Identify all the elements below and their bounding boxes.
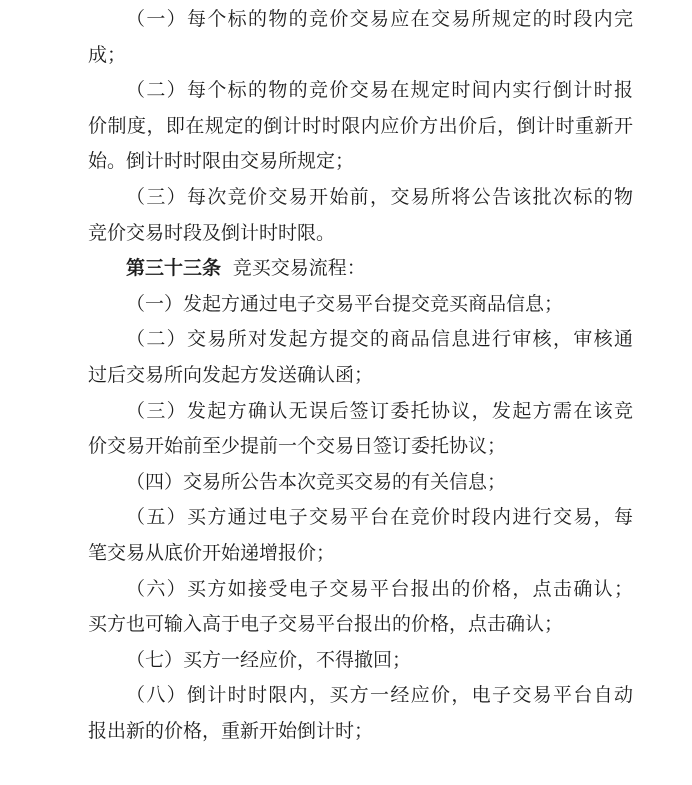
text-line: （一）每个标的物的竞价交易应在交易所规定的时段内完 bbox=[126, 9, 633, 30]
document-body bbox=[88, 2, 633, 749]
text-line: （二）交易所对发起方提交的商品信息进行审核，审核通 bbox=[126, 329, 633, 351]
text-line: （三）发起方确认无误后签订委托协议，发起方需在该竞 bbox=[126, 400, 633, 422]
text-line: （七）买方一经应价，不得撤回； bbox=[126, 649, 412, 671]
article-title: 竞买交易流程： bbox=[232, 258, 366, 280]
text-line: 成； bbox=[88, 44, 127, 66]
text-line: （二）每个标的物的竞价交易在规定时间内实行倒计时报 bbox=[126, 80, 633, 102]
article-heading-line bbox=[88, 251, 633, 287]
text-line: （一）发起方通过电子交易平台提交竞买商品信息； bbox=[126, 293, 564, 315]
article-number: 第三十三条 bbox=[126, 258, 222, 280]
text-line: （八）倒计时时限内，买方一经应价，电子交易平台自动 bbox=[126, 685, 633, 707]
text-line: （四）交易所公告本次竞买交易的有关信息； bbox=[126, 471, 507, 493]
text-line: 始。倒计时时限由交易所规定； bbox=[88, 151, 355, 173]
text-line: 过后交易所向发起方发送确认函； bbox=[88, 364, 374, 386]
text-line: 报出新的价格，重新开始倒计时； bbox=[88, 720, 374, 742]
text-line: （五）买方通过电子交易平台在竞价时段内进行交易，每 bbox=[126, 507, 633, 529]
text-line: （六）买方如接受电子交易平台报出的价格，点击确认； bbox=[126, 578, 633, 600]
text-line: 竞价交易时段及倒计时时限。 bbox=[88, 222, 336, 244]
text-line: （三）每次竞价交易开始前，交易所将公告该批次标的物 bbox=[126, 186, 633, 208]
text-line: 价交易开始前至少提前一个交易日签订委托协议； bbox=[88, 436, 507, 458]
text-line: 笔交易从底价开始递增报价； bbox=[88, 542, 336, 564]
text-line: 买方也可输入高于电子交易平台报出的价格，点击确认； bbox=[88, 614, 564, 636]
text-line: 价制度，即在规定的倒计时时限内应价方出价后，倒计时重新开 bbox=[88, 115, 633, 137]
